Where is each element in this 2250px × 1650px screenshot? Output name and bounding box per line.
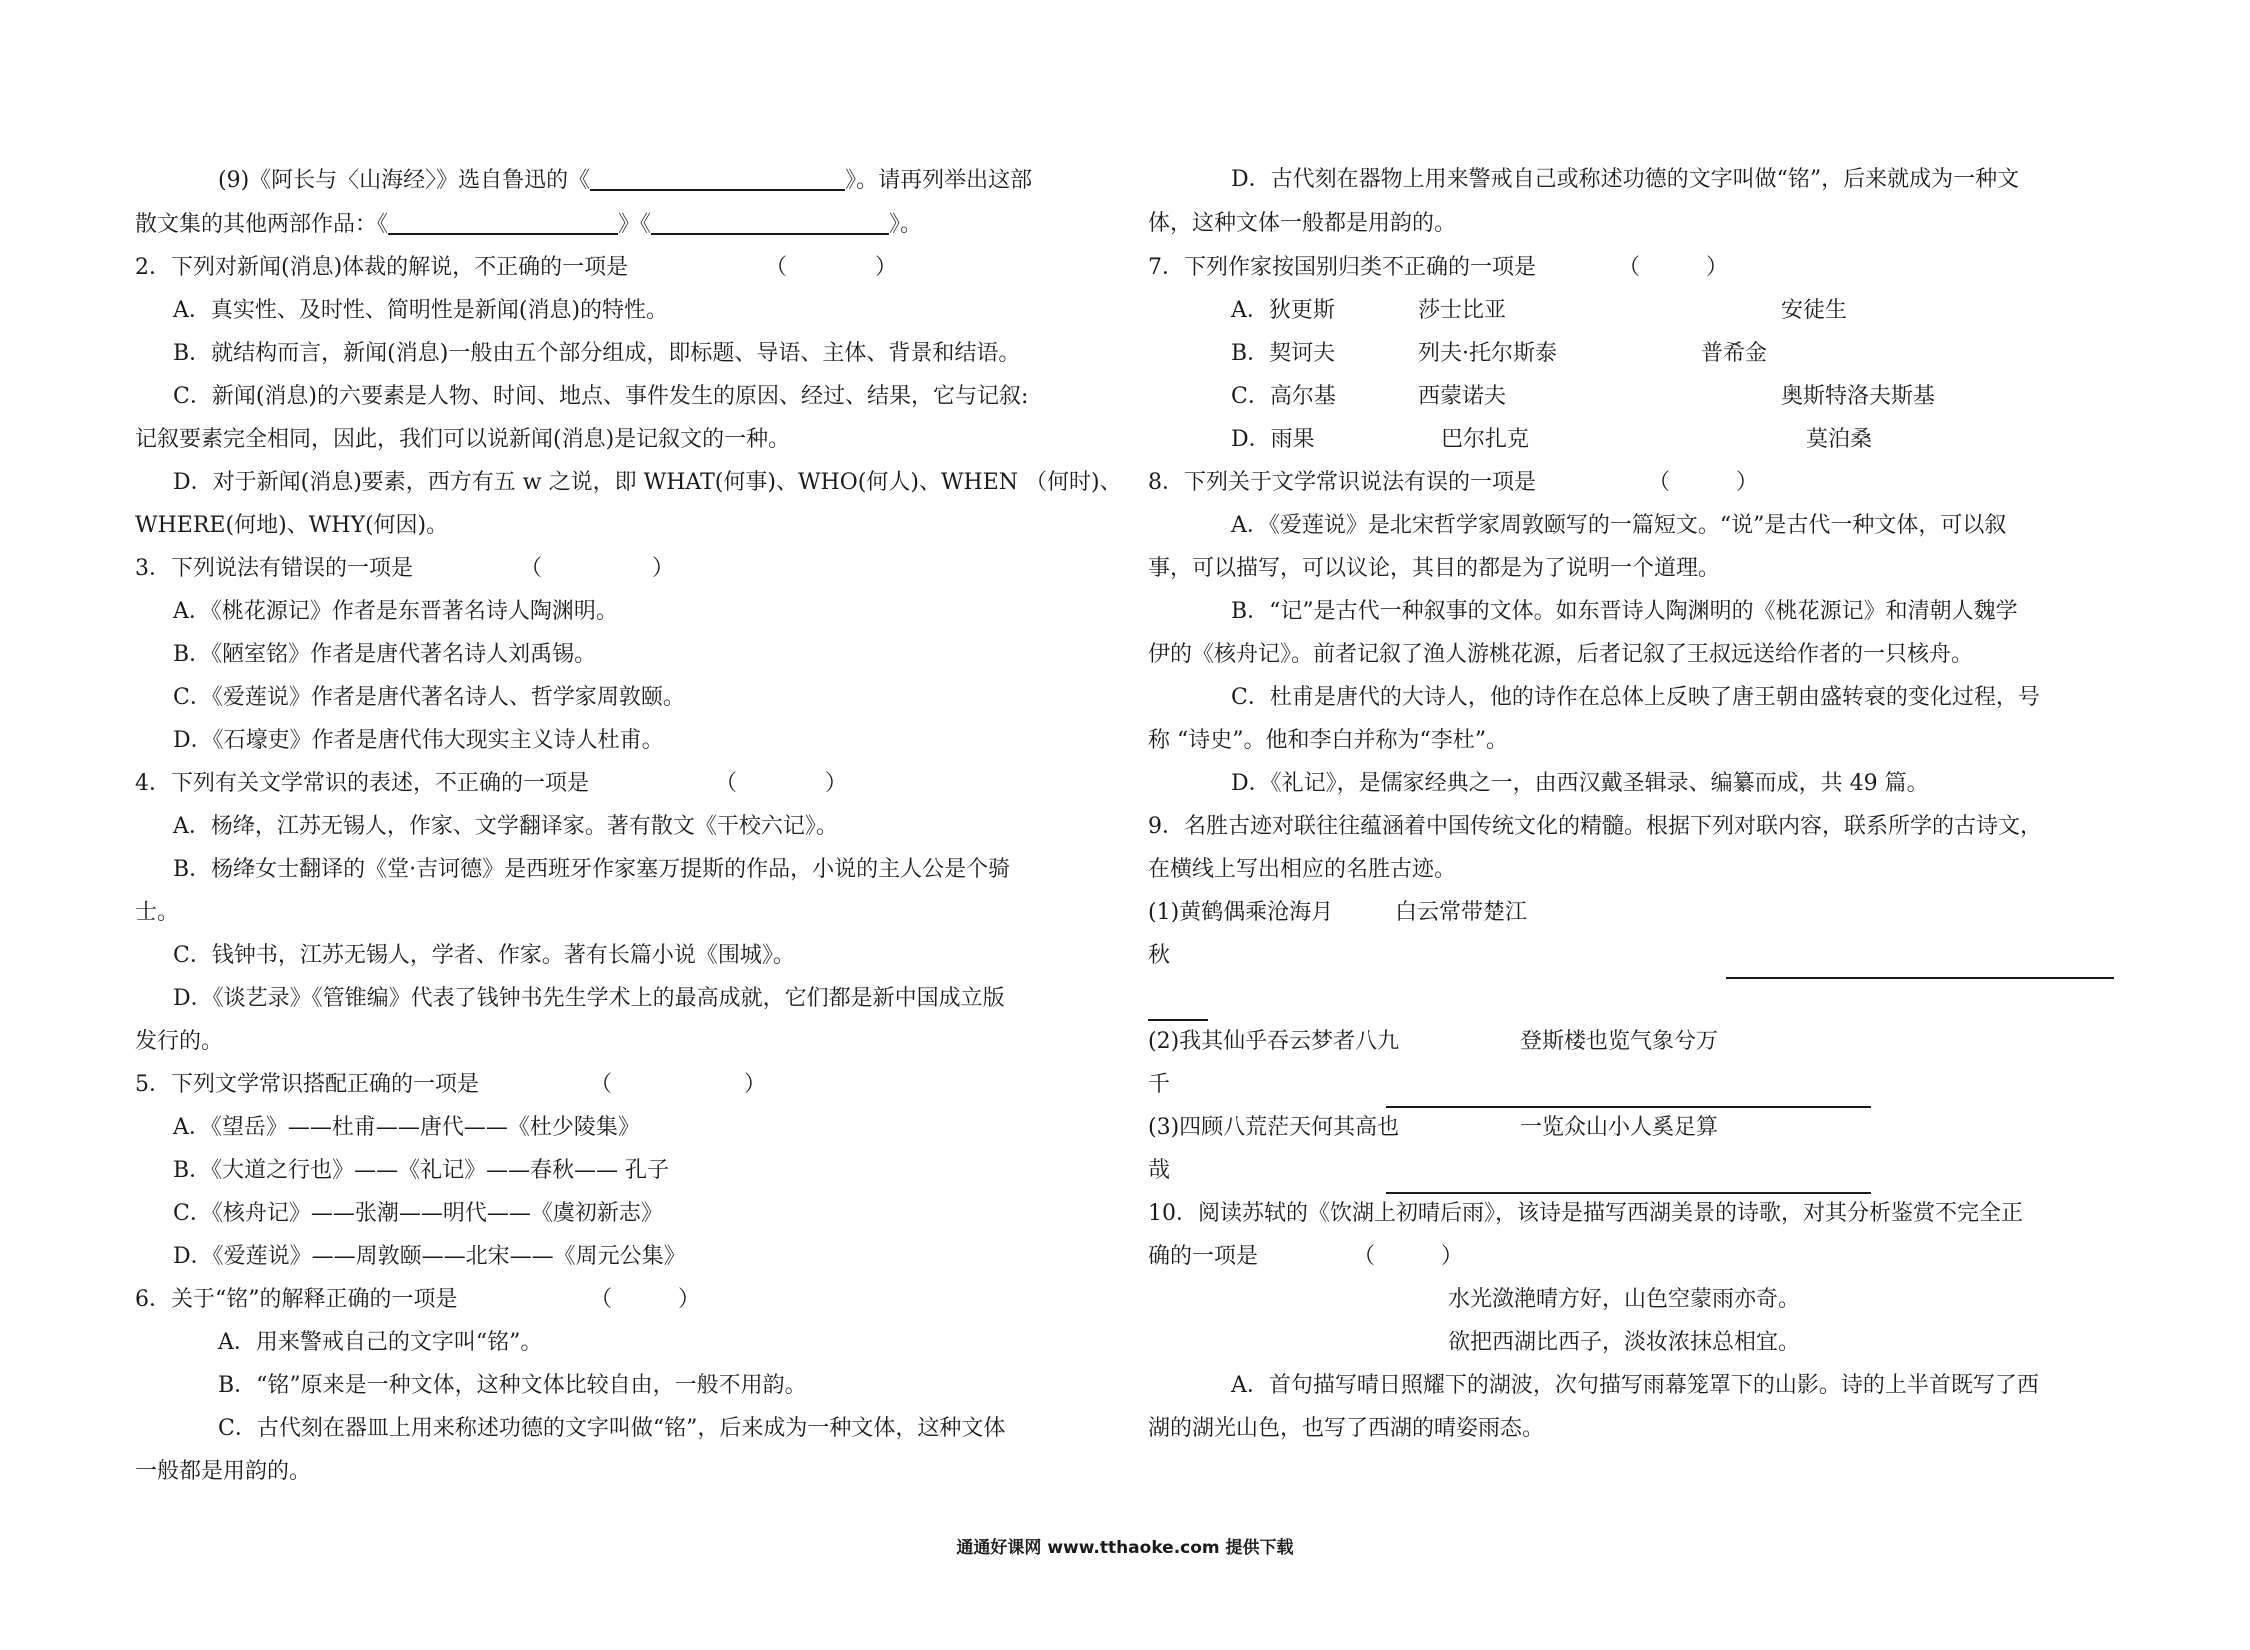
footer-watermark: 通通好课网 www.tthaoke.com 提供下载 [956,1538,1294,1558]
q5-option-c: C．《核舟记》——张潮——明代——《虞初新志》 [173,1201,663,1226]
answer-blank[interactable] [1726,953,2114,979]
q9-couplet-2-end: 千 [1148,1072,1171,1097]
q9-couplet-3: (3)四顾八荒茫天何其高也 一览众山小人奚足算 [1148,1115,1719,1140]
answer-blank[interactable] [388,209,618,235]
q3-option-d: D．《石壕吏》作者是唐代伟大现实主义诗人杜甫。 [173,728,664,753]
q8-option-a: A．《爱莲说》是北宋哲学家周敦颐写的一篇短文。“说”是古代一种文体，可以叙 [1231,513,2007,538]
q3-option-c: C．《爱莲说》作者是唐代著名诗人、哲学家周敦颐。 [173,685,685,710]
q1-9-line1: (9)《阿长与〈山海经〉》选自鲁迅的《 》。请再列举出这部 [218,165,1032,196]
q4-option-d-cont: 发行的。 [135,1029,224,1054]
q8-option-d: D．《礼记》，是儒家经典之一，由西汉戴圣辑录、编纂而成，共 49 篇。 [1231,771,1929,796]
q2-option-d: D．对于新闻(消息)要素，西方有五 w 之说，即 WHAT(何事)、WHO(何人)、WHEN （何时)、 [173,470,1122,495]
q7-stem: 7．下列作家按国别归类不正确的一项是 （ ） [1148,255,1729,280]
q8-option-b: B．“记”是古代一种叙事的文体。如东晋诗人陶渊明的《桃花源记》和清朝人魏学 [1231,599,2018,624]
q2-stem: 2．下列对新闻(消息)体裁的解说，不正确的一项是 （ ） [135,255,898,280]
q3-option-a: A．《桃花源记》作者是东晋著名诗人陶渊明。 [173,599,618,624]
poem-line-1: 水光潋滟晴方好，山色空蒙雨亦奇。 [1448,1287,1801,1312]
q6-option-a: A．用来警戒自己的文字叫“铭”。 [218,1330,543,1355]
q6-stem: 6．关于“铭”的解释正确的一项是 （ ） [135,1287,701,1312]
q4-stem: 4．下列有关文学常识的表述，不正确的一项是 （ ） [135,771,848,796]
q8-option-c-cont: 称 “诗史”。他和李白并称为“李杜”。 [1148,728,1508,753]
answer-blank[interactable] [1386,1168,1871,1194]
q9-couplet-1: (1)黄鹤偶乘沧海月 白云常带楚江 [1148,900,1528,925]
q4-option-b: B．杨绛女士翻译的《堂·吉诃德》是西班牙作家塞万提斯的作品，小说的主人公是个骑 [173,857,1011,882]
q4-option-c: C．钱钟书，江苏无锡人，学者、作家。著有长篇小说《围城》。 [173,943,795,968]
q9-couplet-2: (2)我其仙乎吞云梦者八九 登斯楼也览气象兮万 [1148,1029,1719,1054]
q4-option-b-cont: 士。 [135,900,180,925]
q2-option-b: B．就结构而言，新闻(消息)一般由五个部分组成，即标题、导语、主体、背景和结语。 [173,341,1021,366]
q9-stem: 9．名胜古迹对联往往蕴涵着中国传统文化的精髓。根据下列对联内容，联系所学的古诗文， [1148,814,2043,839]
q6-option-c: C．古代刻在器皿上用来称述功德的文字叫做“铭”，后来成为一种文体，这种文体 [218,1416,1006,1441]
q10-stem-cont: 确的一项是 （ ） [1148,1244,1464,1269]
q6-option-d-cont: 体，这种文体一般都是用韵的。 [1148,211,1457,236]
q2-option-d-cont: WHERE(何地)、WHY(何因)。 [135,513,449,538]
q2-option-a: A．真实性、及时性、简明性是新闻(消息)的特性。 [173,298,669,323]
q10-option-a-cont: 湖的湖光山色，也写了西湖的晴姿雨态。 [1148,1416,1545,1441]
q1-9-line2: 散文集的其他两部作品：《 》《 》。 [135,209,922,240]
answer-blank[interactable] [651,209,889,235]
q3-stem: 3．下列说法有错误的一项是 （ ） [135,556,675,581]
answer-blank[interactable] [1386,1082,1871,1108]
q8-stem: 8．下列关于文学常识说法有误的一项是 （ ） [1148,470,1759,495]
q5-stem: 5．下列文学常识搭配正确的一项是 （ ） [135,1072,767,1097]
q5-option-a: A．《望岳》——杜甫——唐代——《杜少陵集》 [173,1115,640,1140]
q6-option-b: B．“铭”原来是一种文体，这种文体比较自由，一般不用韵。 [218,1373,807,1398]
q5-option-d: D．《爱莲说》——周敦颐——北宋——《周元公集》 [173,1244,686,1269]
answer-blank[interactable] [590,165,845,191]
q8-option-a-cont: 事，可以描写，可以议论，其目的都是为了说明一个道理。 [1148,556,1721,581]
q3-option-b: B．《陋室铭》作者是唐代著名诗人刘禹锡。 [173,642,597,667]
q9-couplet-3-end: 哉 [1148,1158,1171,1183]
q2-option-c: C．新闻(消息)的六要素是人物、时间、地点、事件发生的原因、经过、结果，它与记叙: [173,384,1029,409]
q2-option-c-cont: 记叙要素完全相同，因此，我们可以说新闻(消息)是记叙文的一种。 [135,427,791,452]
poem-line-2: 欲把西湖比西子，淡妆浓抹总相宜。 [1448,1330,1801,1355]
q9-stem-cont: 在横线上写出相应的名胜古迹。 [1148,857,1457,882]
q6-option-d: D．古代刻在器物上用来警戒自己或称述功德的文字叫做“铭”，后来就成为一种文 [1231,167,2020,192]
q5-option-b: B．《大道之行也》——《礼记》——春秋—— 孔子 [173,1158,670,1183]
q9-couplet-1-end: 秋 [1148,943,1171,968]
answer-blank[interactable] [1148,995,1208,1021]
q4-option-a: A．杨绛，江苏无锡人，作家、文学翻译家。著有散文《干校六记》。 [173,814,838,839]
q4-option-d: D．《谈艺录》《管锥编》代表了钱钟书先生学术上的最高成就，它们都是新中国成立版 [173,986,1005,1011]
q6-option-c-cont: 一般都是用韵的。 [135,1459,312,1484]
q8-option-b-cont: 伊的《核舟记》。前者记叙了渔人游桃花源，后者记叙了王叔远送给作者的一只核舟。 [1148,642,1974,667]
q10-option-a: A．首句描写晴日照耀下的湖波，次句描写雨幕笼罩下的山影。诗的上半首既写了西 [1231,1373,2039,1398]
q8-option-c: C．杜甫是唐代的大诗人，他的诗作在总体上反映了唐王朝由盛转衰的变化过程，号 [1231,685,2040,710]
q10-stem: 10．阅读苏轼的《饮湖上初晴后雨》，该诗是描写西湖美景的诗歌，对其分析鉴赏不完全正 [1148,1201,2023,1226]
